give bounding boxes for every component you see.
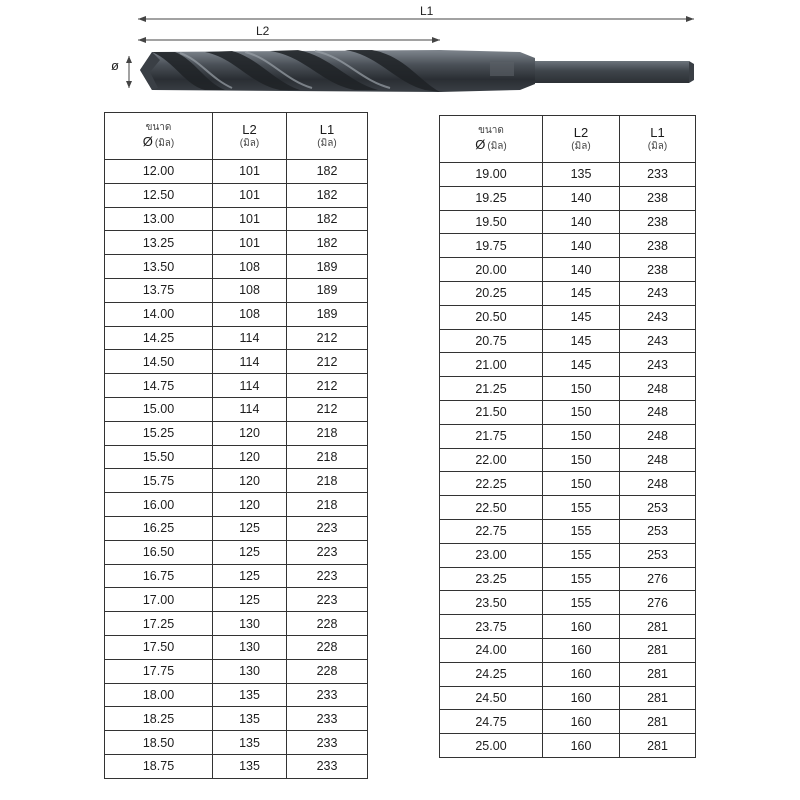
table-row bbox=[440, 543, 696, 567]
table-row bbox=[105, 588, 368, 612]
table-row bbox=[440, 591, 696, 615]
table-row bbox=[105, 350, 368, 374]
cell-size: 15.00 bbox=[105, 397, 213, 421]
table-row bbox=[440, 305, 696, 329]
table-row bbox=[440, 496, 696, 520]
cell-l2: 160 bbox=[543, 615, 620, 639]
cell-l1: 218 bbox=[287, 493, 368, 517]
table-row bbox=[440, 686, 696, 710]
cell-l2: 101 bbox=[213, 160, 287, 184]
cell-l2: 160 bbox=[543, 686, 620, 710]
cell-size: 23.25 bbox=[440, 567, 543, 591]
cell-size: 21.75 bbox=[440, 424, 543, 448]
cell-l1: 218 bbox=[287, 469, 368, 493]
table-row bbox=[440, 734, 696, 758]
cell-size: 13.50 bbox=[105, 255, 213, 279]
table-row bbox=[105, 540, 368, 564]
table-row bbox=[105, 635, 368, 659]
table-row bbox=[440, 186, 696, 210]
cell-size: 20.75 bbox=[440, 329, 543, 353]
cell-l2: 160 bbox=[543, 710, 620, 734]
cell-l1: 212 bbox=[287, 350, 368, 374]
cell-size: 22.25 bbox=[440, 472, 543, 496]
cell-size: 17.00 bbox=[105, 588, 213, 612]
cell-l1: 281 bbox=[620, 638, 696, 662]
size-table-right bbox=[439, 115, 696, 758]
cell-size: 16.25 bbox=[105, 516, 213, 540]
cell-l2: 130 bbox=[213, 612, 287, 636]
cell-l1: 223 bbox=[287, 588, 368, 612]
cell-size: 19.75 bbox=[440, 234, 543, 258]
cell-l2: 125 bbox=[213, 540, 287, 564]
table-body-left bbox=[105, 160, 368, 779]
cell-l2: 160 bbox=[543, 638, 620, 662]
l1-dimension-line bbox=[138, 16, 694, 22]
cell-size: 25.00 bbox=[440, 734, 543, 758]
table-row bbox=[105, 731, 368, 755]
cell-l2: 108 bbox=[213, 255, 287, 279]
cell-l1: 182 bbox=[287, 207, 368, 231]
cell-size: 17.75 bbox=[105, 659, 213, 683]
cell-size: 18.25 bbox=[105, 707, 213, 731]
cell-l1: 253 bbox=[620, 519, 696, 543]
cell-size: 21.50 bbox=[440, 400, 543, 424]
diameter-label: ø bbox=[111, 58, 119, 73]
cell-size: 13.75 bbox=[105, 278, 213, 302]
table-row bbox=[440, 400, 696, 424]
cell-l2: 125 bbox=[213, 516, 287, 540]
cell-size: 22.00 bbox=[440, 448, 543, 472]
cell-size: 17.25 bbox=[105, 612, 213, 636]
cell-size: 19.50 bbox=[440, 210, 543, 234]
cell-l1: 281 bbox=[620, 686, 696, 710]
cell-l1: 281 bbox=[620, 710, 696, 734]
table-row bbox=[105, 302, 368, 326]
cell-l2: 140 bbox=[543, 210, 620, 234]
table-row bbox=[105, 564, 368, 588]
cell-l1: 238 bbox=[620, 234, 696, 258]
cell-l1: 253 bbox=[620, 496, 696, 520]
table-row bbox=[440, 567, 696, 591]
cell-l2: 155 bbox=[543, 567, 620, 591]
cell-size: 24.75 bbox=[440, 710, 543, 734]
table-row bbox=[105, 397, 368, 421]
cell-l2: 135 bbox=[213, 754, 287, 778]
cell-size: 23.00 bbox=[440, 543, 543, 567]
cell-size: 24.00 bbox=[440, 638, 543, 662]
table-row bbox=[105, 278, 368, 302]
cell-l2: 150 bbox=[543, 400, 620, 424]
cell-size: 17.50 bbox=[105, 635, 213, 659]
table-row bbox=[105, 255, 368, 279]
cell-size: 21.00 bbox=[440, 353, 543, 377]
table-row bbox=[105, 612, 368, 636]
cell-l1: 238 bbox=[620, 210, 696, 234]
table-row bbox=[105, 516, 368, 540]
cell-size: 13.25 bbox=[105, 231, 213, 255]
l2-dimension-line bbox=[138, 37, 440, 43]
table-row bbox=[105, 160, 368, 184]
cell-size: 20.50 bbox=[440, 305, 543, 329]
cell-l2: 135 bbox=[213, 683, 287, 707]
table-row bbox=[440, 472, 696, 496]
cell-l1: 189 bbox=[287, 278, 368, 302]
cell-l2: 114 bbox=[213, 350, 287, 374]
table-row bbox=[105, 707, 368, 731]
cell-l1: 233 bbox=[287, 707, 368, 731]
cell-l1: 223 bbox=[287, 564, 368, 588]
cell-l2: 120 bbox=[213, 493, 287, 517]
table-row bbox=[105, 421, 368, 445]
cell-l1: 243 bbox=[620, 305, 696, 329]
cell-l2: 160 bbox=[543, 662, 620, 686]
cell-size: 18.75 bbox=[105, 754, 213, 778]
cell-size: 15.75 bbox=[105, 469, 213, 493]
cell-l2: 155 bbox=[543, 496, 620, 520]
cell-l2: 108 bbox=[213, 302, 287, 326]
drill-diagram bbox=[0, 0, 800, 100]
cell-size: 19.25 bbox=[440, 186, 543, 210]
table-header-row bbox=[440, 116, 696, 163]
cell-l1: 243 bbox=[620, 329, 696, 353]
table-row bbox=[105, 231, 368, 255]
table-row bbox=[440, 377, 696, 401]
drill-neck bbox=[440, 50, 535, 92]
cell-l1: 248 bbox=[620, 400, 696, 424]
cell-l1: 182 bbox=[287, 183, 368, 207]
cell-l2: 145 bbox=[543, 329, 620, 353]
table-row bbox=[440, 448, 696, 472]
cell-l2: 135 bbox=[213, 707, 287, 731]
cell-l1: 233 bbox=[287, 683, 368, 707]
cell-l2: 125 bbox=[213, 564, 287, 588]
cell-l1: 248 bbox=[620, 424, 696, 448]
table-row bbox=[105, 183, 368, 207]
cell-l1: 233 bbox=[287, 731, 368, 755]
cell-l1: 276 bbox=[620, 591, 696, 615]
cell-l1: 276 bbox=[620, 567, 696, 591]
cell-l1: 228 bbox=[287, 659, 368, 683]
cell-l1: 243 bbox=[620, 281, 696, 305]
cell-l2: 114 bbox=[213, 326, 287, 350]
cell-l1: 212 bbox=[287, 397, 368, 421]
cell-l1: 223 bbox=[287, 516, 368, 540]
cell-l2: 140 bbox=[543, 234, 620, 258]
table-row bbox=[105, 326, 368, 350]
table-row bbox=[105, 374, 368, 398]
table-row bbox=[440, 662, 696, 686]
cell-size: 14.00 bbox=[105, 302, 213, 326]
cell-l2: 160 bbox=[543, 734, 620, 758]
cell-l2: 155 bbox=[543, 591, 620, 615]
cell-l2: 150 bbox=[543, 424, 620, 448]
table-row bbox=[105, 207, 368, 231]
cell-l2: 101 bbox=[213, 231, 287, 255]
cell-l1: 218 bbox=[287, 445, 368, 469]
l1-label: L1 bbox=[420, 4, 434, 18]
cell-l2: 114 bbox=[213, 374, 287, 398]
cell-size: 18.50 bbox=[105, 731, 213, 755]
cell-l2: 140 bbox=[543, 186, 620, 210]
cell-l1: 212 bbox=[287, 326, 368, 350]
table-row bbox=[105, 469, 368, 493]
cell-l2: 150 bbox=[543, 448, 620, 472]
table-row bbox=[440, 281, 696, 305]
cell-size: 14.75 bbox=[105, 374, 213, 398]
cell-size: 20.00 bbox=[440, 258, 543, 282]
cell-l1: 212 bbox=[287, 374, 368, 398]
cell-l1: 248 bbox=[620, 472, 696, 496]
table-row bbox=[440, 710, 696, 734]
cell-l1: 281 bbox=[620, 615, 696, 639]
header-l1: L1 (มิล) bbox=[287, 113, 368, 160]
cell-size: 23.50 bbox=[440, 591, 543, 615]
header-size: ขนาด Ø (มิล) bbox=[105, 113, 213, 160]
cell-l1: 233 bbox=[287, 754, 368, 778]
cell-size: 19.00 bbox=[440, 163, 543, 187]
cell-l2: 120 bbox=[213, 445, 287, 469]
cell-size: 16.00 bbox=[105, 493, 213, 517]
cell-size: 16.75 bbox=[105, 564, 213, 588]
header-size: ขนาด Ø (มิล) bbox=[440, 116, 543, 163]
cell-size: 15.25 bbox=[105, 421, 213, 445]
cell-size: 24.25 bbox=[440, 662, 543, 686]
cell-l1: 243 bbox=[620, 353, 696, 377]
table-row bbox=[105, 683, 368, 707]
table-row bbox=[105, 493, 368, 517]
cell-l1: 228 bbox=[287, 635, 368, 659]
l2-label: L2 bbox=[256, 24, 270, 38]
cell-size: 13.00 bbox=[105, 207, 213, 231]
cell-l1: 233 bbox=[620, 163, 696, 187]
cell-size: 22.75 bbox=[440, 519, 543, 543]
cell-l1: 182 bbox=[287, 231, 368, 255]
cell-l2: 155 bbox=[543, 543, 620, 567]
cell-l2: 120 bbox=[213, 421, 287, 445]
cell-l2: 145 bbox=[543, 281, 620, 305]
cell-size: 12.50 bbox=[105, 183, 213, 207]
cell-l2: 155 bbox=[543, 519, 620, 543]
table-row bbox=[105, 754, 368, 778]
cell-l2: 145 bbox=[543, 353, 620, 377]
cell-l2: 108 bbox=[213, 278, 287, 302]
cell-size: 12.00 bbox=[105, 160, 213, 184]
header-l1: L1 (มิล) bbox=[620, 116, 696, 163]
cell-l2: 114 bbox=[213, 397, 287, 421]
cell-l2: 145 bbox=[543, 305, 620, 329]
size-table-left bbox=[104, 112, 368, 779]
cell-size: 16.50 bbox=[105, 540, 213, 564]
cell-l2: 150 bbox=[543, 472, 620, 496]
cell-l2: 101 bbox=[213, 207, 287, 231]
table-row bbox=[440, 258, 696, 282]
table-row bbox=[440, 163, 696, 187]
table-row bbox=[440, 424, 696, 448]
diameter-dimension-line bbox=[126, 56, 132, 88]
drill-shank bbox=[535, 61, 694, 83]
cell-l1: 223 bbox=[287, 540, 368, 564]
drill-body bbox=[140, 50, 450, 92]
table-row bbox=[440, 353, 696, 377]
cell-size: 18.00 bbox=[105, 683, 213, 707]
cell-size: 22.50 bbox=[440, 496, 543, 520]
cell-l1: 189 bbox=[287, 255, 368, 279]
cell-l2: 125 bbox=[213, 588, 287, 612]
cell-l2: 135 bbox=[543, 163, 620, 187]
table-row bbox=[440, 615, 696, 639]
cell-l1: 228 bbox=[287, 612, 368, 636]
cell-l1: 253 bbox=[620, 543, 696, 567]
table-row bbox=[105, 445, 368, 469]
cell-l1: 248 bbox=[620, 377, 696, 401]
cell-l1: 218 bbox=[287, 421, 368, 445]
cell-l2: 140 bbox=[543, 258, 620, 282]
cell-size: 14.50 bbox=[105, 350, 213, 374]
header-l2: L2 (มิล) bbox=[543, 116, 620, 163]
cell-l2: 120 bbox=[213, 469, 287, 493]
cell-l1: 238 bbox=[620, 186, 696, 210]
table-row bbox=[440, 638, 696, 662]
cell-l1: 281 bbox=[620, 734, 696, 758]
table-row bbox=[440, 519, 696, 543]
cell-l1: 281 bbox=[620, 662, 696, 686]
cell-l2: 150 bbox=[543, 377, 620, 401]
cell-l2: 130 bbox=[213, 659, 287, 683]
cell-size: 14.25 bbox=[105, 326, 213, 350]
cell-l1: 248 bbox=[620, 448, 696, 472]
cell-l1: 238 bbox=[620, 258, 696, 282]
cell-size: 20.25 bbox=[440, 281, 543, 305]
cell-l2: 135 bbox=[213, 731, 287, 755]
table-body-right bbox=[440, 163, 696, 758]
cell-l1: 182 bbox=[287, 160, 368, 184]
cell-l1: 189 bbox=[287, 302, 368, 326]
table-header-row bbox=[105, 113, 368, 160]
drill-bit-illustration bbox=[0, 0, 800, 100]
table-row bbox=[105, 659, 368, 683]
cell-size: 24.50 bbox=[440, 686, 543, 710]
cell-l2: 130 bbox=[213, 635, 287, 659]
cell-l2: 101 bbox=[213, 183, 287, 207]
cell-size: 21.25 bbox=[440, 377, 543, 401]
table-row bbox=[440, 210, 696, 234]
cell-size: 15.50 bbox=[105, 445, 213, 469]
cell-size: 23.75 bbox=[440, 615, 543, 639]
table-row bbox=[440, 234, 696, 258]
table-row bbox=[440, 329, 696, 353]
header-l2: L2 (มิล) bbox=[213, 113, 287, 160]
